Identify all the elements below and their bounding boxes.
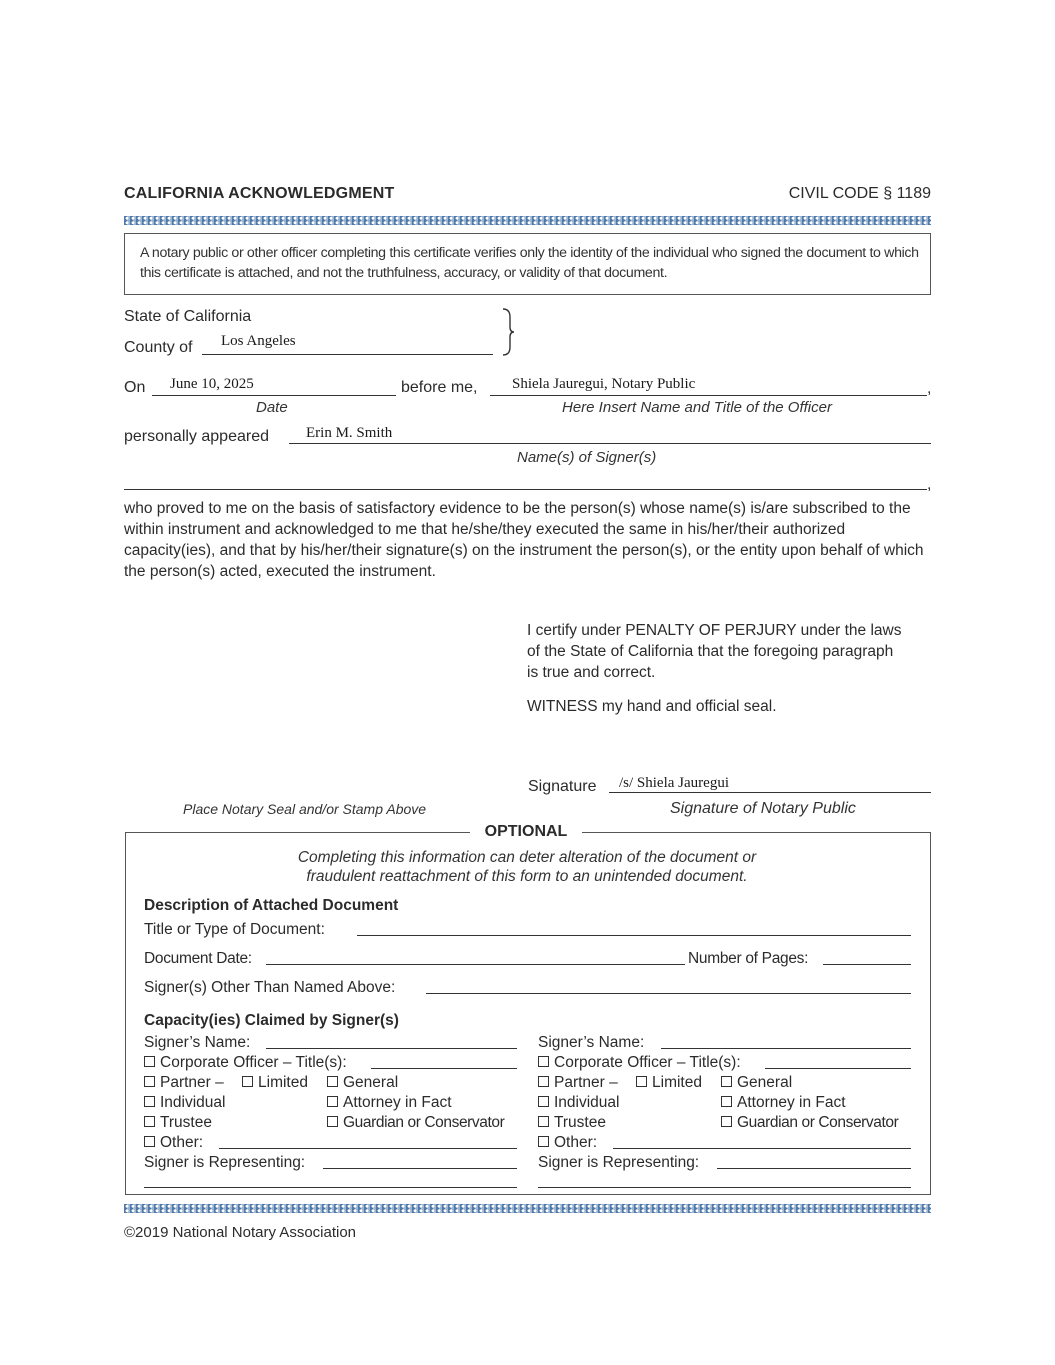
left-general-option[interactable]: General — [327, 1074, 398, 1092]
right-corporate-officer-option[interactable]: Corporate Officer – Title(s): — [538, 1054, 741, 1072]
left-trustee-option[interactable]: Trustee — [144, 1114, 212, 1132]
decorative-border-bottom — [124, 1204, 931, 1213]
right-representing-field[interactable] — [717, 1168, 911, 1169]
document-date-field[interactable] — [266, 964, 685, 965]
right-partner-option[interactable]: Partner – — [538, 1074, 618, 1092]
checkbox-icon[interactable] — [538, 1116, 549, 1127]
left-corporate-officer-option[interactable]: Corporate Officer – Title(s): — [144, 1054, 347, 1072]
left-representing-label: Signer is Representing: — [144, 1154, 306, 1171]
right-individual-option[interactable]: Individual — [538, 1094, 620, 1112]
signer-name-value[interactable]: Erin M. Smith — [306, 425, 393, 441]
county-label: County of — [124, 339, 193, 356]
right-signer-name-field[interactable] — [661, 1048, 911, 1049]
left-representing-field-2[interactable] — [144, 1187, 517, 1188]
right-other-field[interactable] — [613, 1148, 911, 1149]
checkbox-icon[interactable] — [721, 1076, 732, 1087]
right-other-option[interactable]: Other: — [538, 1134, 597, 1152]
checkbox-icon[interactable] — [721, 1116, 732, 1127]
left-signer-name-field[interactable] — [266, 1048, 517, 1049]
penalty-statement: I certify under PENALTY OF PERJURY under the laws of the State of California that the foregoing paragraph is true and correct. — [527, 622, 902, 681]
personally-appeared-label: personally appeared — [124, 428, 269, 445]
checkbox-icon[interactable] — [327, 1076, 338, 1087]
signer-field-line — [289, 443, 931, 444]
title-type-label: Title or Type of Document: — [144, 921, 325, 938]
description-heading: Description of Attached Document — [144, 897, 399, 914]
number-of-pages-field[interactable] — [823, 964, 911, 965]
optional-intro-line2: fraudulent reattachment of this form to an unintended document. — [306, 868, 748, 885]
before-me-label: before me, — [401, 379, 478, 396]
optional-title: OPTIONAL — [484, 823, 568, 840]
checkbox-icon[interactable] — [144, 1056, 155, 1067]
left-other-option[interactable]: Other: — [144, 1134, 203, 1152]
comma-mark-2: , — [927, 476, 932, 493]
signer-extra-line — [124, 489, 927, 490]
left-other-field[interactable] — [219, 1148, 517, 1149]
number-of-pages-label: Number of Pages: — [688, 950, 809, 967]
checkbox-icon[interactable] — [636, 1076, 647, 1087]
right-representing-field-2[interactable] — [538, 1187, 911, 1188]
checkbox-icon[interactable] — [538, 1076, 549, 1087]
acknowledgment-paragraph: who proved to me on the basis of satisfactory evidence to be the person(s) whose name(s) is/are subscribed to the within instrument and acknowledged to me that he/she/they executed the same in his/her/their authorized capacity(ies), and that by his/her/their signature(s) on the instrument the person(s), or the entity upon behalf of which the person(s) acted, executed the instrument. — [124, 500, 924, 580]
notice-text: A notary public or other officer completing this certificate verifies only the identity of the individual who signed the document to which this certificate is attached, and not the truthfulness, accuracy, or validity of that document. — [140, 245, 919, 281]
left-signer-name-label: Signer’s Name: — [144, 1034, 251, 1051]
seal-caption: Place Notary Seal and/or Stamp Above — [183, 801, 427, 817]
brace-icon — [500, 307, 516, 357]
right-general-option[interactable]: General — [721, 1074, 792, 1092]
other-signers-field[interactable] — [426, 993, 911, 994]
notice-box — [124, 233, 931, 295]
checkbox-icon[interactable] — [538, 1096, 549, 1107]
county-field-line — [202, 354, 493, 355]
checkbox-icon[interactable] — [144, 1096, 155, 1107]
right-officer-title-field[interactable] — [765, 1068, 911, 1069]
capacity-heading: Capacity(ies) Claimed by Signer(s) — [144, 1012, 399, 1029]
signature-caption: Signature of Notary Public — [670, 800, 856, 817]
copyright-notice: ©2019 National Notary Association — [124, 1224, 357, 1241]
right-attorney-option[interactable]: Attorney in Fact — [721, 1094, 846, 1112]
witness-statement: WITNESS my hand and official seal. — [527, 698, 777, 715]
form-title: CALIFORNIA ACKNOWLEDGMENT — [124, 185, 395, 202]
right-signer-name-label: Signer’s Name: — [538, 1034, 645, 1051]
right-trustee-option[interactable]: Trustee — [538, 1114, 606, 1132]
signer-caption: Name(s) of Signer(s) — [517, 449, 657, 466]
on-label: On — [124, 379, 146, 396]
left-officer-title-field[interactable] — [371, 1068, 517, 1069]
document-date-label: Document Date: — [144, 950, 252, 967]
date-value[interactable]: June 10, 2025 — [170, 376, 254, 392]
checkbox-icon[interactable] — [538, 1056, 549, 1067]
signature-label: Signature — [528, 778, 597, 795]
date-caption: Date — [256, 399, 288, 416]
left-attorney-option[interactable]: Attorney in Fact — [327, 1094, 452, 1112]
checkbox-icon[interactable] — [327, 1116, 338, 1127]
checkbox-icon[interactable] — [327, 1096, 338, 1107]
checkbox-icon[interactable] — [242, 1076, 253, 1087]
checkbox-icon[interactable] — [144, 1076, 155, 1087]
decorative-border-top — [124, 216, 931, 225]
civil-code-reference: CIVIL CODE § 1189 — [788, 185, 931, 202]
left-guardian-option[interactable]: Guardian or Conservator — [327, 1114, 504, 1132]
left-individual-option[interactable]: Individual — [144, 1094, 226, 1112]
officer-caption: Here Insert Name and Title of the Officer — [562, 399, 832, 416]
left-partner-option[interactable]: Partner – — [144, 1074, 224, 1092]
left-representing-field[interactable] — [323, 1168, 517, 1169]
right-representing-label: Signer is Representing: — [538, 1154, 700, 1171]
county-value[interactable]: Los Angeles — [221, 333, 296, 349]
officer-name-value[interactable]: Shiela Jauregui, Notary Public — [512, 376, 696, 392]
checkbox-icon[interactable] — [144, 1136, 155, 1147]
signature-line — [609, 792, 931, 793]
date-field-line — [152, 395, 396, 396]
signature-value[interactable]: /s/ Shiela Jauregui — [619, 775, 729, 791]
state-label: State of California — [124, 308, 252, 325]
officer-field-line — [490, 395, 927, 396]
checkbox-icon[interactable] — [538, 1136, 549, 1147]
comma-mark: , — [927, 380, 932, 397]
left-limited-option[interactable]: Limited — [242, 1074, 308, 1092]
title-type-field[interactable] — [357, 935, 911, 936]
right-limited-option[interactable]: Limited — [636, 1074, 702, 1092]
optional-intro-line1: Completing this information can deter alteration of the document or — [297, 849, 757, 866]
other-signers-label: Signer(s) Other Than Named Above: — [144, 979, 396, 996]
right-guardian-option[interactable]: Guardian or Conservator — [721, 1114, 898, 1132]
checkbox-icon[interactable] — [721, 1096, 732, 1107]
checkbox-icon[interactable] — [144, 1116, 155, 1127]
